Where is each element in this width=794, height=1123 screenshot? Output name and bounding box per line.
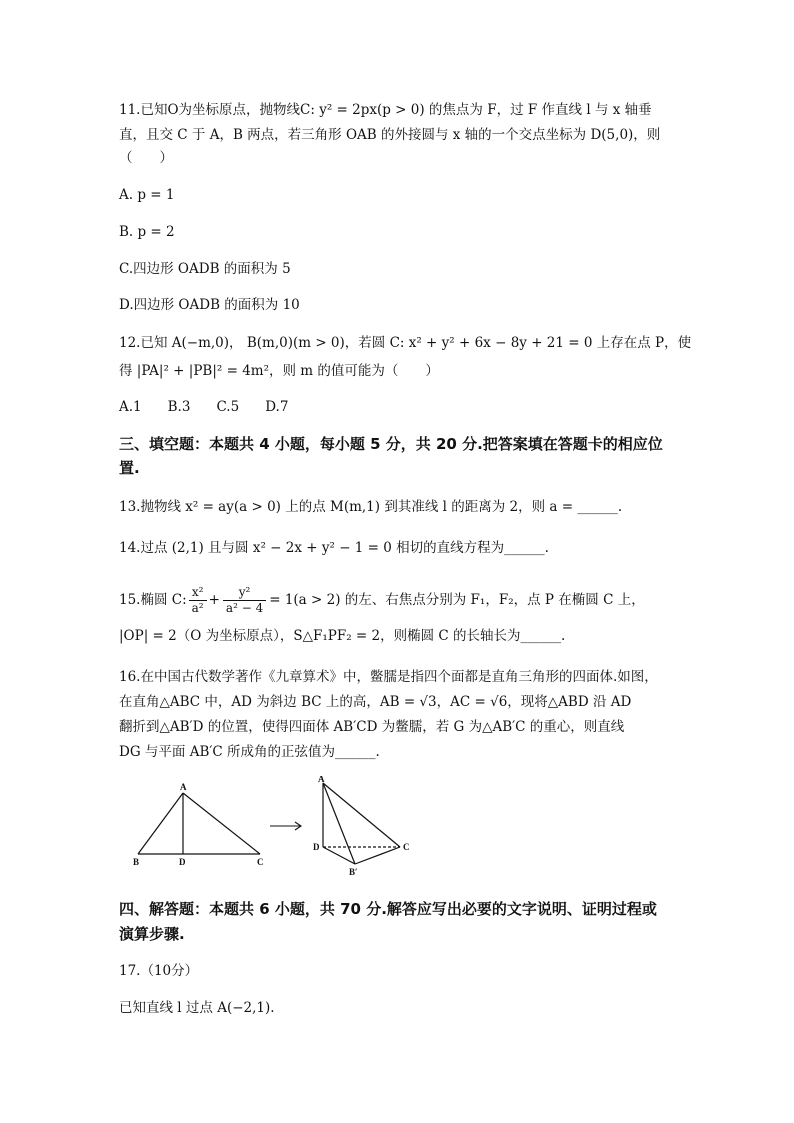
q15-frac1-den: a² [189,600,207,616]
segment-db-right [323,847,355,864]
q15-frac2-den: a² − 4 [223,600,266,616]
q14-text: 14.过点 (2,1) 且与圆 x² − 2x + y² − 1 = 0 相切的直线方程为______. [119,540,549,556]
q12-option-b: B.3 [167,399,191,415]
q12-line-1: 12.已知 A(−m,0)， B(m,0)(m > 0)，若圆 C: x² + y² + 6x − 8y + 21 = 0 上存在点 P，使 [119,335,692,351]
segment-ab-right [323,783,355,864]
q17-header: 17.（10分） [119,963,199,979]
q16-line-2: 在直角△ABC 中，AD 为斜边 BC 上的高，AB = √3，AC = √6，现将△ABD 沿 AD [119,694,632,710]
left-triangle [138,793,260,854]
q15-frac1-num: x² [191,584,204,599]
q12-line-2: 得 |PA|² + |PB|² = 4m²，则 m 的值可能为（ ） [119,363,439,379]
q15-frac2-num: y² [238,584,251,599]
q13-text: 13.抛物线 x² = ay(a > 0) 上的点 M(m,1) 到其准线 l 的距离为 2，则 a = ______. [119,499,623,515]
q11-line-2: 直，且交 C 于 A，B 两点，若三角形 OAB 的外接圆与 x 轴的一个交点坐标为 D(5,0)，则 [119,127,661,143]
q15-fraction-1 [189,585,207,616]
section-4-heading-line-2: 演算步骤. [119,925,185,943]
q15-plus: + [208,592,220,608]
q16-line-3: 翻折到△AB′D 的位置，使得四面体 AB′CD 为鳖臑，若 G 为△AB′C 的重心，则直线 [119,719,625,735]
q15-line-2: |OP| = 2（O 为坐标原点），S△F₁PF₂ = 2，则椭圆 C 的长轴长为______. [119,628,566,644]
q11-option-d: D.四边形 OADB 的面积为 10 [119,297,300,313]
q11-option-b: B. p = 2 [119,224,175,240]
q15-fraction-2 [223,585,266,616]
label-b-left: B [133,857,140,867]
q15-rest: = 1(a > 2) 的左、右焦点分别为 F₁，F₂，点 P 在椭圆 C 上， [269,592,645,608]
q11-option-a: A. p = 1 [119,187,175,203]
q12-option-a: A.1 [119,399,142,415]
label-b-prime-right: B′ [349,867,358,877]
label-a-right: A [318,776,325,784]
segment-ab [138,793,183,854]
q15-prefix: 15.椭圆 C: [119,592,187,608]
segment-ac [183,793,260,854]
q17-text: 已知直线 l 过点 A(−2,1). [119,1000,275,1016]
segment-ac-right [323,783,400,847]
arrow-icon [270,822,301,830]
tetrahedron-figure [130,776,420,878]
q11-line-3: （ ） [119,150,173,166]
q12-options [119,397,314,417]
label-d-left: D [179,857,186,867]
q12-option-d: D.7 [265,399,289,415]
section-4-heading-line-1: 四、解答题：本题共 6 小题，共 70 分.解答应写出必要的文字说明、证明过程或 [119,900,657,918]
q16-line-1: 16.在中国古代数学著作《九章算术》中，鳖臑是指四个面都是直角三角形的四面体.如图， [119,669,658,685]
section-3-heading-line-2: 置. [119,459,140,477]
q11-option-c: C.四边形 OADB 的面积为 5 [119,261,291,277]
label-d-right: D [313,842,320,852]
label-a-left: A [180,782,187,792]
q16-line-4: DG 与平面 AB′C 所成角的正弦值为______. [119,744,380,760]
label-c-left: C [257,857,264,867]
section-3-heading-line-1: 三、填空题：本题共 4 小题，每小题 5 分，共 20 分.把答案填在答题卡的相应位 [119,435,663,453]
q11-line-1: 11.已知O为坐标原点，抛物线C: y² = 2px(p > 0) 的焦点为 F，过 F 作直线 l 与 x 轴垂 [119,102,652,118]
label-c-right: C [403,842,410,852]
q12-option-c: C.5 [216,399,240,415]
right-tetrahedron [323,783,400,864]
q15-line-1 [119,580,645,620]
segment-bc-right [355,847,400,864]
